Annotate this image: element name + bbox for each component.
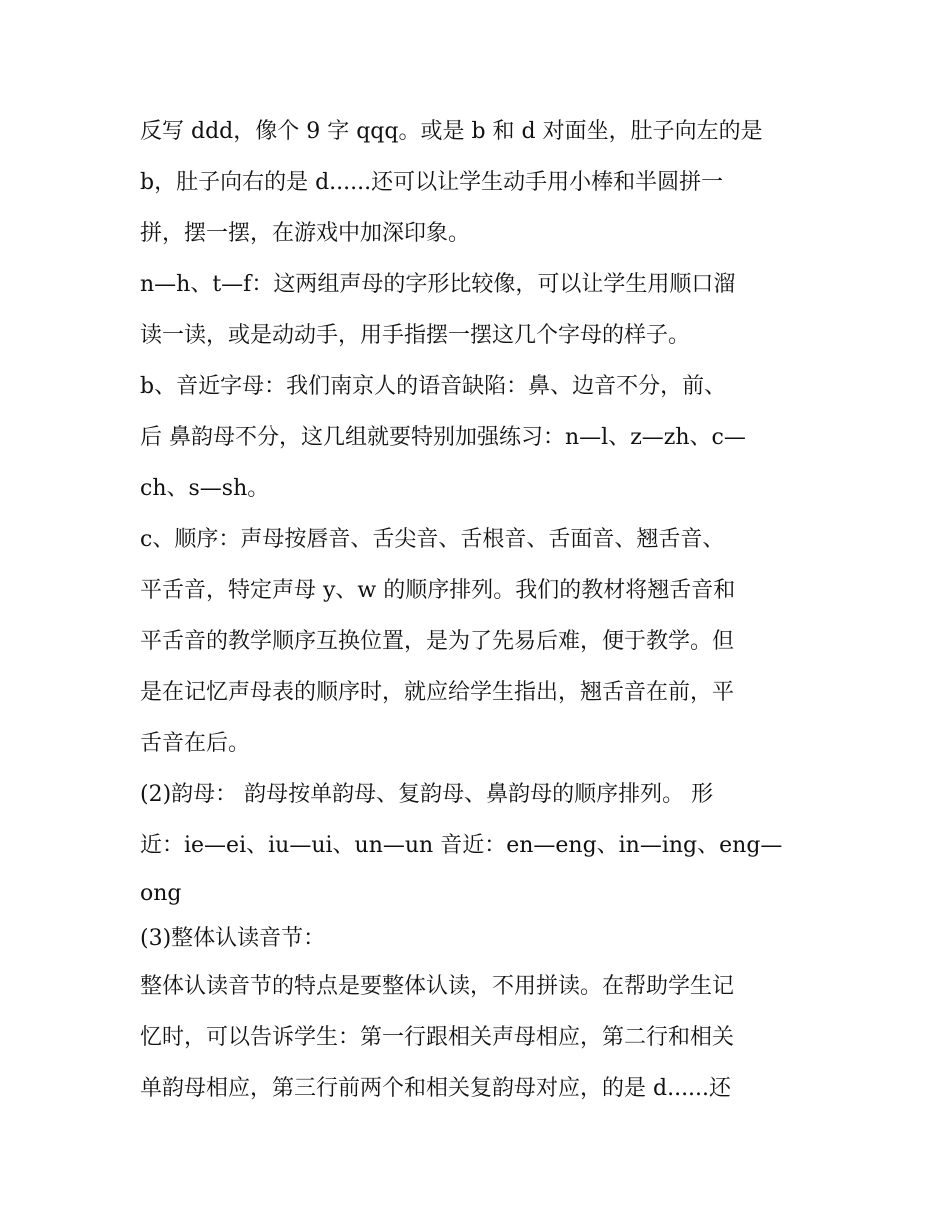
paragraph-similar-sounds xyxy=(140,361,820,514)
text-line: n—h、t—f：这两组声母的字形比较像，可以让学生用顺口溜 xyxy=(140,272,736,297)
text-line: 是在记忆声母表的顺序时，就应给学生指出，翘舌音在前，平 xyxy=(140,680,735,705)
paragraph-n-h-t-f xyxy=(140,259,820,361)
text-line: 反写 ddd，像个 9 字 qqq。或是 b 和 d 对面坐，肚子向左的是 xyxy=(140,119,763,144)
paragraph-whole-syllables xyxy=(140,961,820,1114)
document-body xyxy=(140,106,820,1114)
text-line: (2)韵母： 韵母按单韵母、复韵母、鼻韵母的顺序排列。 形 xyxy=(140,782,714,807)
text-line: 平舌音，特定声母 y、w 的顺序排列。我们的教材将翘舌音和 xyxy=(140,578,736,603)
text-line: b，肚子向右的是 d......还可以让学生动手用小棒和半圆拼一 xyxy=(140,170,724,195)
section-heading: (3)整体认读音节： xyxy=(140,926,326,951)
text-line: ch、s—sh。 xyxy=(140,476,270,501)
text-line: 拼，摆一摆，在游戏中加深印象。 xyxy=(140,221,471,246)
text-line: ong xyxy=(140,881,182,906)
text-line: 忆时，可以告诉学生：第一行跟相关声母相应，第二行和相关 xyxy=(140,1025,735,1050)
paragraph-syllables-heading xyxy=(140,916,820,961)
text-line: b、音近字母：我们南京人的语音缺陷：鼻、边音不分，前、 xyxy=(140,374,727,399)
text-line: 舌音在后。 xyxy=(140,731,251,756)
text-line: 单韵母相应，第三行前两个和相关复韵母对应，的是 d......还 xyxy=(140,1076,732,1101)
text-line: 整体认读音节的特点是要整体认读，不用拼读。在帮助学生记 xyxy=(140,974,735,999)
paragraph-shape-memory xyxy=(140,106,820,259)
text-line: c、顺序：声母按唇音、舌尖音、舌根音、舌面音、翘舌音、 xyxy=(140,527,725,552)
paragraph-finals xyxy=(140,769,820,916)
text-line: 近：ie—ei、iu—ui、un—un 音近：en—eng、in—ing、eng— xyxy=(140,833,783,858)
paragraph-order xyxy=(140,514,820,769)
text-line: 读一读，或是动动手，用手指摆一摆这几个字母的样子。 xyxy=(140,323,691,348)
text-line: 后 鼻韵母不分，这几组就要特别加强练习：n—l、z—zh、c— xyxy=(140,425,746,450)
text-line: 平舌音的教学顺序互换位置，是为了先易后难，便于教学。但 xyxy=(140,629,735,654)
